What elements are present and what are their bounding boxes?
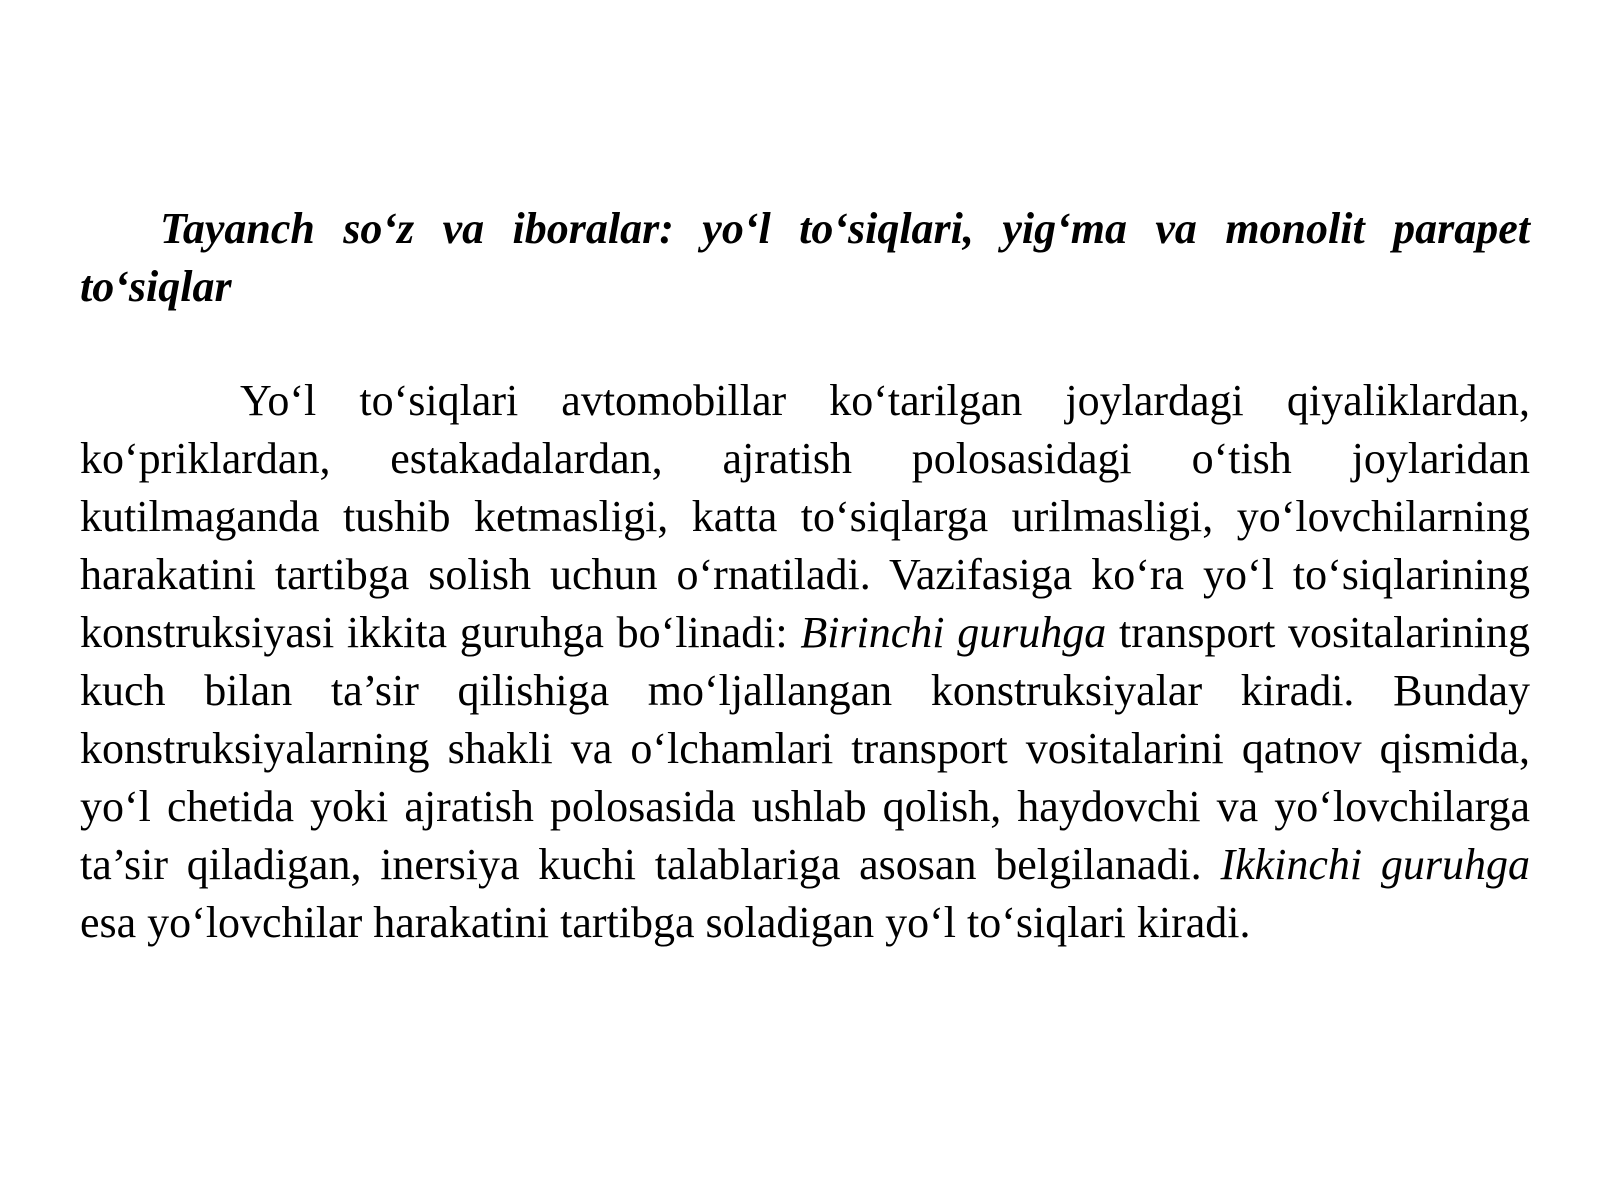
paragraph-text-part-3: esa yo‘lovchilar harakatini tartibga soladigan yo‘l to‘siqlari kiradi.: [80, 898, 1251, 947]
paragraph-emphasis-2: Ikkinchi guruhga: [1220, 840, 1530, 889]
paragraph-text-part-1: Yo‘l to‘siqlari avtomobillar ko‘tarilgan joylardagi qiyaliklardan, ko‘priklardan, estakadalardan, ajratish polosasidagi o‘tish joylaridan kutilmaganda tushib ketmasligi, katta to‘siqlarga urilmasligi, yo‘lovchilarning harakatini tartibga solish uchun o‘rnatiladi. Vazifasiga ko‘ra yo‘l to‘siqlarining konstruksiyasi ikkita guruhga bo‘linadi:: [80, 376, 1530, 657]
keywords-heading: Tayanch so‘z va iboralar: yo‘l to‘siqlari, yig‘ma va monolit parapet to‘siqlar: [80, 204, 1530, 311]
body-paragraph: [80, 372, 1530, 952]
paragraph-emphasis-1: Birinchi guruhga: [800, 608, 1107, 657]
document-page: [80, 200, 1530, 952]
paragraph-text-part-2: transport vositalarining kuch bilan ta’sir qilishiga mo‘ljallangan konstruksiyalar kiradi. Bunday konstruksiyalarning shakli va o‘lchamlari transport vositalarini qatnov qismida, yo‘l chetida yoki ajratish polosasida ushlab qolish, haydovchi va yo‘lovchilarga ta’sir qiladigan, inersiya kuchi talablariga asosan belgilanadi.: [80, 608, 1530, 889]
